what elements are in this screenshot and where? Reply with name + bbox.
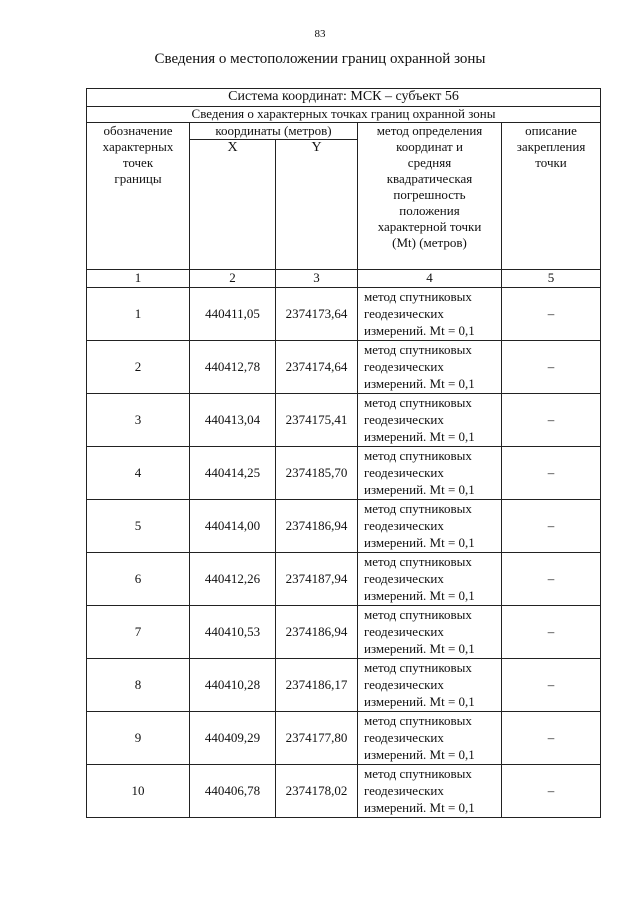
point-number-cell: 3 [87, 394, 190, 447]
y-coordinate-cell: 2374177,80 [276, 712, 358, 765]
point-number-cell: 4 [87, 447, 190, 500]
description-cell: – [502, 553, 601, 606]
method-cell: метод спутниковых геодезических измерений. Mt = 0,1 [358, 553, 502, 606]
description-cell: – [502, 394, 601, 447]
point-number-cell: 1 [87, 288, 190, 341]
column-number-row [87, 270, 601, 288]
x-coordinate-cell: 440411,05 [190, 288, 276, 341]
description-cell: – [502, 447, 601, 500]
point-number-cell: 9 [87, 712, 190, 765]
method-cell: метод спутниковых геодезических измерений. Mt = 0,1 [358, 500, 502, 553]
table-row [87, 553, 601, 606]
header-method: метод определения координат и средняя квадратическая погрешность положения характерной точки (Mt) (метров) [358, 123, 502, 270]
table-row [87, 394, 601, 447]
point-number-cell: 10 [87, 765, 190, 818]
x-coordinate-cell: 440413,04 [190, 394, 276, 447]
point-number-cell: 8 [87, 659, 190, 712]
method-cell: метод спутниковых геодезических измерений. Mt = 0,1 [358, 659, 502, 712]
x-coordinate-cell: 440409,29 [190, 712, 276, 765]
table-row [87, 606, 601, 659]
table-row [87, 659, 601, 712]
header-designation: обозначение характерных точек границы [87, 123, 190, 270]
y-coordinate-cell: 2374174,64 [276, 341, 358, 394]
description-cell: – [502, 288, 601, 341]
x-coordinate-cell: 440414,00 [190, 500, 276, 553]
description-cell: – [502, 500, 601, 553]
method-cell: метод спутниковых геодезических измерений. Mt = 0,1 [358, 341, 502, 394]
description-cell: – [502, 606, 601, 659]
column-number: 3 [276, 270, 358, 288]
x-coordinate-cell: 440412,26 [190, 553, 276, 606]
column-number: 5 [502, 270, 601, 288]
method-cell: метод спутниковых геодезических измерений. Mt = 0,1 [358, 394, 502, 447]
header-description: описание закрепления точки [502, 123, 601, 270]
section-caption: Сведения о характерных точках границ охранной зоны [87, 107, 601, 123]
x-coordinate-cell: 440410,53 [190, 606, 276, 659]
description-cell: – [502, 341, 601, 394]
table-row [87, 500, 601, 553]
point-number-cell: 5 [87, 500, 190, 553]
section-caption-row [87, 107, 601, 123]
description-cell: – [502, 712, 601, 765]
y-coordinate-cell: 2374187,94 [276, 553, 358, 606]
method-cell: метод спутниковых геодезических измерений. Mt = 0,1 [358, 712, 502, 765]
column-number: 4 [358, 270, 502, 288]
column-number: 2 [190, 270, 276, 288]
header-row [87, 123, 601, 140]
x-coordinate-cell: 440406,78 [190, 765, 276, 818]
header-coordinates: координаты (метров) [190, 123, 358, 140]
header-y: Y [276, 140, 358, 270]
x-coordinate-cell: 440414,25 [190, 447, 276, 500]
y-coordinate-cell: 2374186,94 [276, 606, 358, 659]
method-cell: метод спутниковых геодезических измерений. Mt = 0,1 [358, 447, 502, 500]
method-cell: метод спутниковых геодезических измерений. Mt = 0,1 [358, 288, 502, 341]
header-x: X [190, 140, 276, 270]
table-row [87, 447, 601, 500]
table-row [87, 765, 601, 818]
point-number-cell: 6 [87, 553, 190, 606]
table-row [87, 288, 601, 341]
y-coordinate-cell: 2374178,02 [276, 765, 358, 818]
y-coordinate-cell: 2374175,41 [276, 394, 358, 447]
table-row [87, 712, 601, 765]
x-coordinate-cell: 440412,78 [190, 341, 276, 394]
coordinate-system-row [87, 89, 601, 107]
y-coordinate-cell: 2374185,70 [276, 447, 358, 500]
method-cell: метод спутниковых геодезических измерений. Mt = 0,1 [358, 606, 502, 659]
y-coordinate-cell: 2374186,17 [276, 659, 358, 712]
boundary-points-table [86, 88, 601, 818]
description-cell: – [502, 659, 601, 712]
document-title: Сведения о местоположении границ охранной зоны [154, 51, 486, 67]
x-coordinate-cell: 440410,28 [190, 659, 276, 712]
column-number: 1 [87, 270, 190, 288]
y-coordinate-cell: 2374173,64 [276, 288, 358, 341]
point-number-cell: 2 [87, 341, 190, 394]
table-row [87, 341, 601, 394]
y-coordinate-cell: 2374186,94 [276, 500, 358, 553]
description-cell: – [502, 765, 601, 818]
method-cell: метод спутниковых геодезических измерений. Mt = 0,1 [358, 765, 502, 818]
point-number-cell: 7 [87, 606, 190, 659]
page-number: 83 [314, 28, 326, 40]
coordinate-system-caption: Система координат: МСК – субъект 56 [87, 89, 601, 107]
